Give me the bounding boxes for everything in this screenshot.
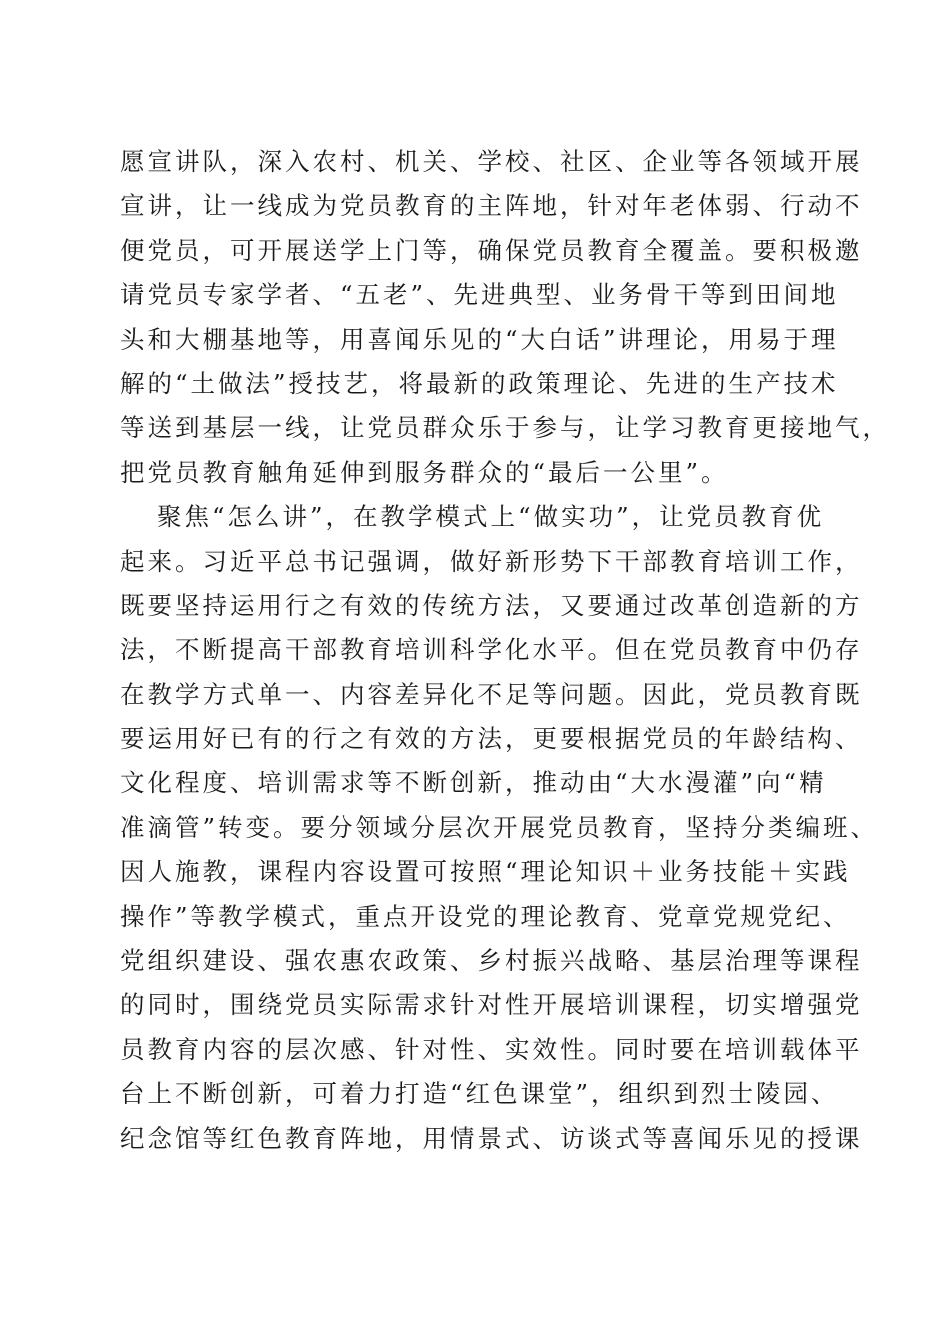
text-line: 党组织建设、强农惠农政策、乡村振兴战略、基层治理等课程 (120, 946, 863, 976)
text-line-first: 聚焦“怎么讲”，在教学模式上“做实功”，让党员教育优 (157, 502, 825, 532)
text-line: 的同时，围绕党员实际需求针对性开展培训课程，切实增强党 (120, 990, 863, 1020)
body-text (120, 140, 890, 1161)
text-line: 便党员，可开展送学上门等，确保党员教育全覆盖。要积极邀 (120, 235, 863, 265)
text-line: 员教育内容的层次感、针对性、实效性。同时要在培训载体平 (120, 1034, 863, 1064)
text-line: 纪念馆等红色教育阵地，用情景式、访谈式等喜闻乐见的授课 (120, 1123, 863, 1153)
text-line: 文化程度、培训需求等不断创新，推动由“大水漫灌”向“精 (120, 768, 827, 798)
text-line: 操作”等教学模式，重点开设党的理论教育、党章党规党纪、 (120, 901, 851, 931)
text-line: 愿宣讲队，深入农村、机关、学校、社区、企业等各领域开展 (120, 147, 863, 176)
paragraph-2 (120, 495, 879, 1161)
text-line: 要运用好已有的行之有效的方法，更要根据党员的年龄结构、 (120, 724, 863, 754)
text-line: 宣讲，让一线成为党员教育的主阵地，针对年老体弱、行动不 (120, 191, 863, 221)
paragraph-1 (120, 140, 890, 495)
text-line: 起来。习近平总书记强调，做好新形势下干部教育培训工作， (120, 546, 863, 576)
text-line: 解的“土做法”授技艺，将最新的政策理论、先进的生产技术 (120, 368, 839, 398)
text-line: 在教学方式单一、内容差异化不足等问题。因此，党员教育既 (120, 679, 863, 709)
text-line: 法，不断提高干部教育培训科学化水平。但在党员教育中仍存 (120, 635, 863, 665)
text-line: 等送到基层一线，让党员群众乐于参与，让学习教育更接地气， (120, 413, 890, 443)
text-line: 因人施教，课程内容设置可按照“理论知识＋业务技能＋实践 (120, 857, 851, 887)
text-line: 准滴管”转变。要分领域分层次开展党员教育，坚持分类编班、 (120, 812, 879, 842)
text-line: 请党员专家学者、“五老”、先进典型、业务骨干等到田间地 (120, 280, 839, 310)
text-line: 头和大棚基地等，用喜闻乐见的“大白话”讲理论，用易于理 (120, 324, 839, 354)
text-line: 台上不断创新，可着力打造“红色课堂”，组织到烈士陵园、 (120, 1079, 839, 1109)
text-line: 把党员教育触角延伸到服务群众的“最后一公里”。 (120, 457, 729, 487)
text-line: 既要坚持运用行之有效的传统方法，又要通过改革创造新的方 (120, 590, 863, 620)
